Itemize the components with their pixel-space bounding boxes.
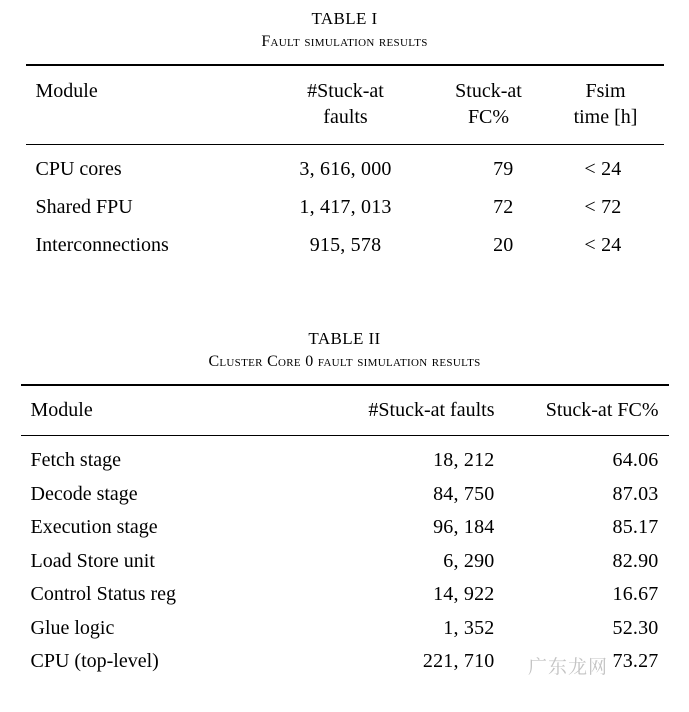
cell-faults: 1, 352 — [443, 616, 495, 639]
table-row — [21, 612, 669, 646]
header-line-2: FC% — [467, 106, 510, 128]
header-line-1: Fsim — [585, 80, 626, 102]
watermark: 广东龙网 — [528, 657, 609, 678]
table-row — [21, 511, 669, 545]
cell-module: CPU (top-level) — [30, 650, 159, 672]
cell-module: Decode stage — [30, 482, 138, 505]
header-line-1: #Stuck-at — [307, 80, 384, 102]
table-1-caption — [0, 8, 689, 54]
cell-faults: 915, 578 — [309, 234, 382, 256]
cell-time: < 72 — [584, 196, 622, 218]
header-line-1: Stuck-at — [455, 80, 522, 102]
table-row — [21, 436, 669, 478]
cell-fc: 87.03 — [612, 482, 659, 505]
cell-faults: 3, 616, 000 — [262, 145, 430, 189]
table-1-block — [0, 8, 689, 278]
cell-faults: 96, 184 — [433, 516, 495, 538]
cell-module: Control Status reg — [30, 583, 177, 605]
table-2-title: Cluster Core 0 fault simulation results — [208, 353, 481, 370]
cell-faults: 1, 417, 013 — [299, 196, 392, 218]
cell-faults: 18, 212 — [321, 436, 517, 478]
table-2-caption — [0, 328, 689, 374]
table-2-header-module: Module — [21, 385, 321, 436]
table-2-block — [0, 328, 689, 679]
header-line-1: Module — [35, 80, 98, 102]
table-row — [21, 578, 669, 612]
table-1-header-module — [26, 65, 262, 145]
table-2 — [21, 384, 669, 679]
cell-fc: 64.06 — [517, 436, 669, 478]
table-row — [21, 478, 669, 512]
table-1-header-fc — [430, 65, 548, 145]
cell-module: Execution stage — [30, 516, 158, 538]
cell-fc: 82.90 — [612, 549, 659, 572]
table-1-bottom-rule — [26, 268, 664, 278]
table-2-header-faults: #Stuck-at faults — [321, 385, 517, 436]
cell-module: CPU cores — [26, 145, 262, 189]
cell-time: < 24 — [584, 234, 622, 256]
cell-fc: 20 — [493, 234, 514, 256]
table-1-title: Fault simulation results — [261, 33, 428, 50]
cell-module: Load Store unit — [30, 549, 155, 572]
cell-time: < 24 — [548, 145, 664, 189]
cell-faults: 6, 290 — [443, 549, 495, 572]
cell-fc: 52.30 — [612, 616, 659, 639]
cell-fc: 79 — [430, 145, 548, 189]
header-line-2: time [h] — [573, 106, 638, 128]
table-row — [26, 226, 664, 268]
table-row — [26, 145, 664, 189]
cell-module: Interconnections — [35, 234, 169, 256]
cell-faults: 221, 710 — [422, 650, 495, 672]
cell-fc: 16.67 — [612, 583, 659, 605]
table-1-number: TABLE I — [311, 9, 378, 28]
table-1-header-time — [548, 65, 664, 145]
cell-faults: 14, 922 — [433, 583, 495, 605]
cell-module: Fetch stage — [21, 436, 321, 478]
cell-faults: 84, 750 — [433, 482, 495, 505]
cell-module: Shared FPU — [35, 196, 133, 218]
table-2-header-row — [21, 385, 669, 436]
cell-fc: 85.17 — [612, 516, 659, 538]
table-1-header-faults — [262, 65, 430, 145]
cell-module: Glue logic — [30, 616, 115, 639]
table-2-number: TABLE II — [308, 329, 381, 348]
table-row — [26, 188, 664, 226]
cell-fc: 73.27 — [612, 650, 659, 672]
table-1-header-row — [26, 65, 664, 145]
table-1 — [26, 64, 664, 278]
cell-fc: 72 — [493, 196, 514, 218]
header-line-2: faults — [323, 106, 368, 128]
table-row — [21, 645, 669, 679]
table-2-header-fc: Stuck-at FC% — [517, 385, 669, 436]
table-row — [21, 545, 669, 579]
